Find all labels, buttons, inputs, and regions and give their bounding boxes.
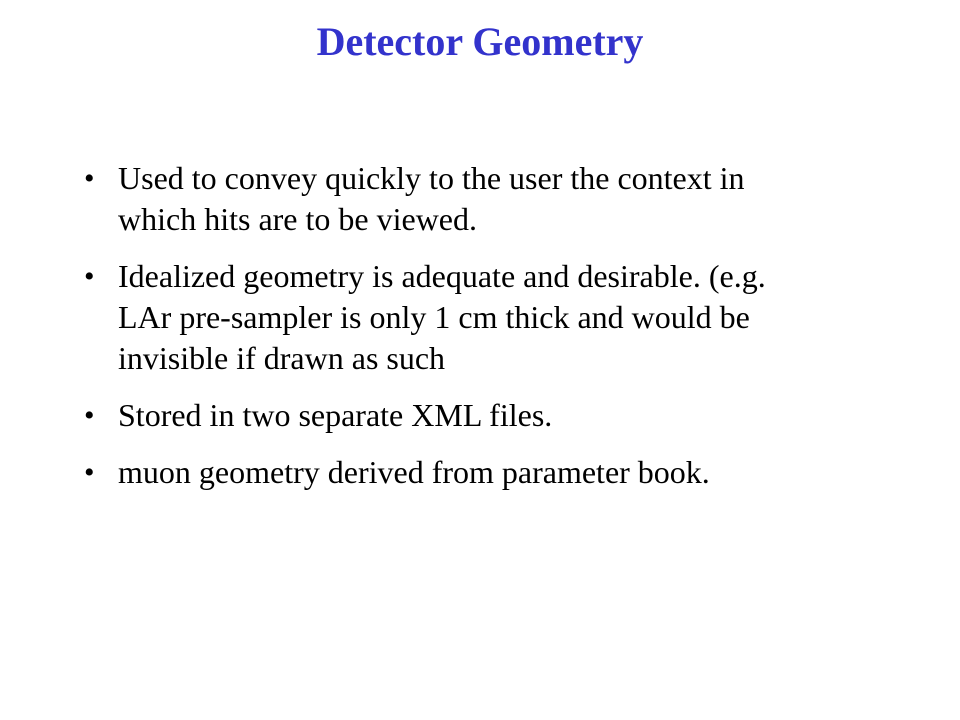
bullet-text: muon geometry derived from parameter book. bbox=[118, 454, 710, 490]
bullet-item bbox=[84, 452, 884, 493]
bullet-list bbox=[84, 158, 884, 509]
bullet-item bbox=[84, 395, 884, 436]
bullet-item bbox=[84, 158, 884, 240]
bullet-dot-icon: • bbox=[84, 162, 95, 195]
bullet-item bbox=[84, 256, 884, 379]
bullet-text: Idealized geometry is adequate and desirable. (e.g. LAr pre-sampler is only 1 cm thick and would be invisible if drawn as such bbox=[118, 258, 766, 376]
bullet-text: Stored in two separate XML files. bbox=[118, 397, 553, 433]
bullet-dot-icon: • bbox=[84, 260, 95, 293]
bullet-dot-icon: • bbox=[84, 399, 95, 432]
bullet-dot-icon: • bbox=[84, 456, 95, 489]
bullet-text: Used to convey quickly to the user the context in which hits are to be viewed. bbox=[118, 160, 745, 237]
slide-title: Detector Geometry bbox=[316, 19, 644, 64]
